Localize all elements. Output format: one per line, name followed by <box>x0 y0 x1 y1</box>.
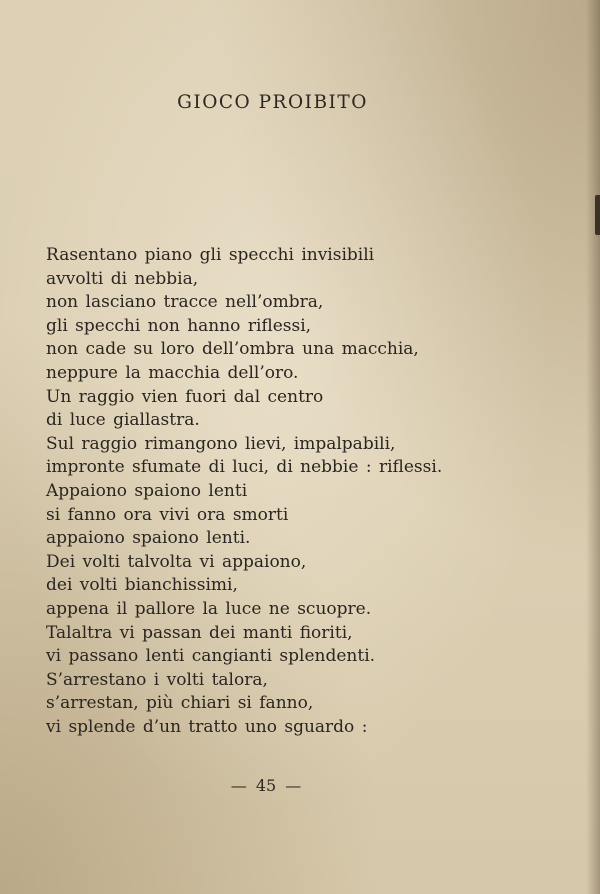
poem-line: Un raggio vien fuori dal centro <box>46 386 324 407</box>
poem-line: gli specchi non hanno riflessi, <box>46 315 312 336</box>
page-number: — 45 — <box>230 776 302 795</box>
poem-line: impronte sfumate di luci, di nebbie : riflessi. <box>46 457 443 478</box>
poem-line: Dei volti talvolta vi appaiono, <box>46 551 307 572</box>
poem-title: GIOCO PROIBITO <box>177 92 368 113</box>
poem-line: appena il pallore la luce ne scuopre. <box>46 598 372 619</box>
poem-body <box>46 244 442 739</box>
poem-line: s’arrestan, più chiari si fanno, <box>46 693 314 714</box>
page-edge-shadow <box>586 0 600 894</box>
poem-line: di luce giallastra. <box>46 410 200 431</box>
poem-line: avvolti di nebbia, <box>46 268 199 289</box>
poem-line: non cade su loro dell’ombra una macchia, <box>46 339 419 360</box>
poem-line: non lasciano tracce nell’ombra, <box>46 292 324 313</box>
poem-line: dei volti bianchissimi, <box>46 575 238 596</box>
poem-line: Talaltra vi passan dei manti fioriti, <box>46 622 353 643</box>
poem-line: vi splende d’un tratto uno sguardo : <box>46 716 368 737</box>
poem-line: appaiono spaiono lenti. <box>46 528 251 549</box>
poem-line: Appaiono spaiono lenti <box>46 480 248 501</box>
page-edge-mark <box>595 195 600 235</box>
poem-line: Sul raggio rimangono lievi, impalpabili, <box>46 433 396 454</box>
poem-line: vi passano lenti cangianti splendenti. <box>46 646 376 667</box>
poem-line: neppure la macchia dell’oro. <box>46 362 299 383</box>
poem-line: Rasentano piano gli specchi invisibili <box>46 245 375 265</box>
poem-line: S’arrestano i volti talora, <box>46 669 268 690</box>
poem-line: si fanno ora vivi ora smorti <box>46 504 289 525</box>
